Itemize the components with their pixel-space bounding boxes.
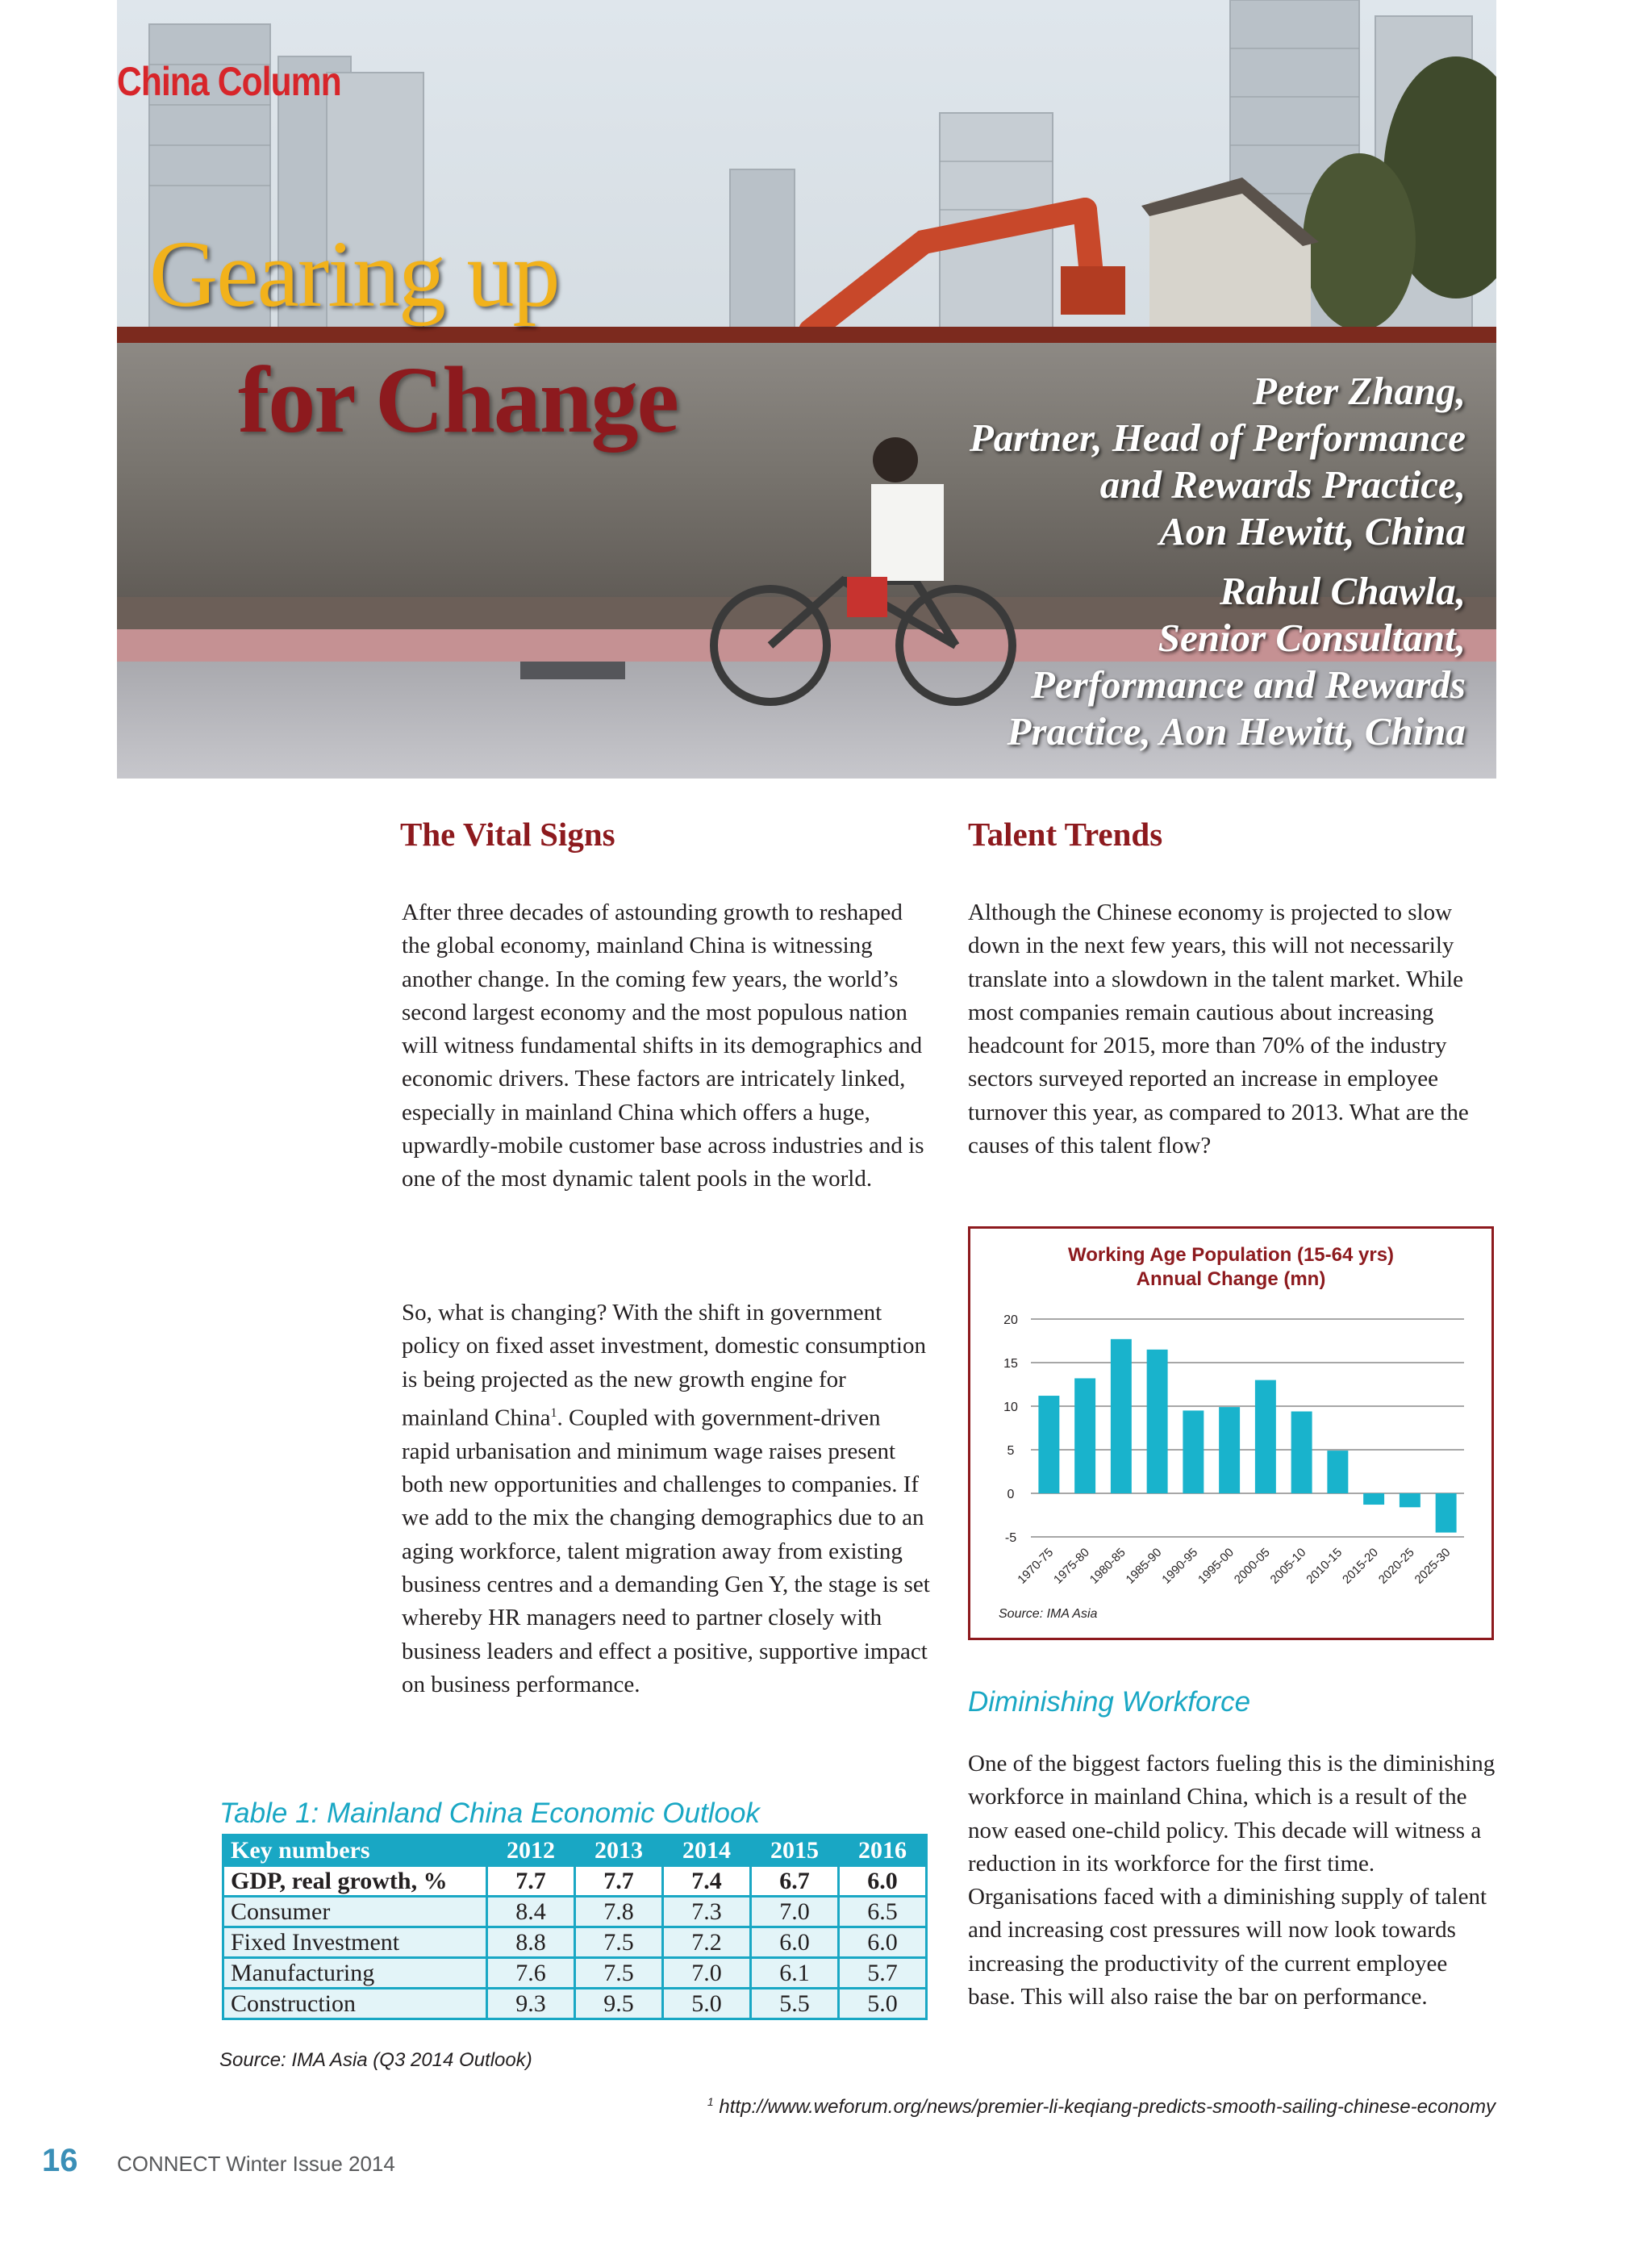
table-cell: 6.0 (839, 1927, 927, 1958)
column-tag: China Column (117, 59, 341, 104)
chart-x-tick-label: 1990-95 (1159, 1545, 1201, 1587)
table-cell: 5.7 (839, 1958, 927, 1989)
table-cell: 6.0 (839, 1866, 927, 1897)
author-block (659, 368, 1466, 755)
chart-bar (1363, 1493, 1384, 1505)
author1-role: Partner, Head of Performance (969, 415, 1466, 460)
table-cell: 6.7 (751, 1866, 839, 1897)
author2-company: Practice, Aon Hewitt, China (1007, 709, 1466, 754)
table-cell: 9.3 (487, 1989, 575, 2019)
diminishing-workforce-heading: Diminishing Workforce (968, 1686, 1251, 1718)
chart-x-tick-label: 2000-05 (1231, 1545, 1273, 1587)
chart-y-tick-label: 20 (1003, 1313, 1018, 1327)
table-source: Source: IMA Asia (Q3 2014 Outlook) (219, 2049, 532, 2071)
table-header-cell: 2014 (663, 1835, 751, 1866)
author2-name: Rahul Chawla, (1219, 569, 1466, 613)
table-row (223, 1897, 927, 1927)
chart-y-tick-label: 10 (1003, 1401, 1018, 1414)
chart-bar (1400, 1493, 1420, 1507)
issue-label: CONNECT Winter Issue 2014 (117, 2152, 395, 2176)
author1-role: and Rewards Practice, (1099, 462, 1466, 507)
chart-x-tick-label: 1970-75 (1015, 1545, 1057, 1587)
table-row (223, 1866, 927, 1897)
chart-bar (1219, 1407, 1240, 1493)
table-cell: 6.5 (839, 1897, 927, 1927)
table-header-cell: 2013 (575, 1835, 663, 1866)
table-cell: 8.8 (487, 1927, 575, 1958)
chart-y-tick-label: 0 (1007, 1488, 1015, 1501)
chart-y-tick-label: 5 (1007, 1444, 1015, 1458)
chart-x-tick-label: 1975-80 (1050, 1545, 1092, 1587)
chart-bar (1436, 1493, 1457, 1533)
table-cell: 5.0 (663, 1989, 751, 2019)
hero-banner (117, 0, 1496, 779)
table-cell: 5.0 (839, 1989, 927, 2019)
table-row (223, 1958, 927, 1989)
table-cell: 5.5 (751, 1989, 839, 2019)
author1-name: Peter Zhang, (1252, 369, 1466, 413)
chart-x-tick-label: 2010-15 (1304, 1545, 1345, 1587)
chart-y-tick-label: -5 (1004, 1531, 1017, 1545)
chart-bar (1183, 1410, 1204, 1493)
table-row (223, 1989, 927, 2019)
table-cell: 6.0 (751, 1927, 839, 1958)
author2-role: Performance and Rewards (1031, 662, 1466, 707)
chart-bar (1074, 1378, 1095, 1493)
footnote: $^1$ http://www.weforum.org/news/premier-li-keqiang-predicts-smooth-sailing-chinese-economy (707, 2095, 1496, 2118)
table-cell: 7.4 (663, 1866, 751, 1897)
table-cell: 7.0 (663, 1958, 751, 1989)
table-cell: Manufacturing (223, 1958, 487, 1989)
chart-x-tick-label: 1985-90 (1123, 1545, 1165, 1587)
table-cell: 8.4 (487, 1897, 575, 1927)
chart-source: Source: IMA Asia (999, 1607, 1098, 1621)
table-header-cell: Key numbers (223, 1835, 487, 1866)
table-cell: 7.6 (487, 1958, 575, 1989)
table-title: Table 1: Mainland China Economic Outlook (219, 1797, 760, 1829)
author2-role: Senior Consultant, (1158, 616, 1466, 660)
table-header-cell: 2012 (487, 1835, 575, 1866)
working-age-chart (968, 1226, 1494, 1640)
chart-bar (1255, 1380, 1276, 1493)
page-number: 16 (42, 2143, 78, 2178)
table-cell: 7.5 (575, 1927, 663, 1958)
chart-subtitle: Annual Change (mn) (1136, 1268, 1326, 1290)
chart-y-tick-label: 15 (1003, 1357, 1018, 1371)
title-line-2: for Change (238, 347, 678, 453)
vital-signs-heading: The Vital Signs (400, 816, 615, 853)
vital-signs-paragraph-2: So, what is changing? With the shift in government policy on fixed asset investment, domestic consumption is being projected as the new growth engine for mainland China$^1$. Coupled with government-driven rapid urbanisation and minimum wage raises present both new opportunities and challenges to companies. If we add to the mix the changing demographics due to an aging workforce, talent migration away from existing business centres and a demanding Gen Y, the stage is set whereby HR managers need to partner closely with business leaders and effect a positive, supportive impact on business performance. (402, 1300, 930, 1697)
table-cell: GDP, real growth, % (223, 1866, 487, 1897)
table-cell: 7.8 (575, 1897, 663, 1927)
chart-canvas (970, 1229, 1491, 1638)
chart-bar (1291, 1411, 1312, 1493)
table-cell: 7.0 (751, 1897, 839, 1927)
chart-x-tick-label: 2025-30 (1412, 1545, 1454, 1587)
table-cell: Consumer (223, 1897, 487, 1927)
chart-x-tick-label: 1980-85 (1087, 1545, 1128, 1587)
table-header-cell: 2015 (751, 1835, 839, 1866)
table-cell: 7.7 (575, 1866, 663, 1897)
chart-x-tick-label: 2005-10 (1267, 1545, 1309, 1587)
table-cell: 7.7 (487, 1866, 575, 1897)
chart-title: Working Age Population (15-64 yrs) (1067, 1244, 1395, 1266)
table-cell: 7.3 (663, 1897, 751, 1927)
table-header-cell: 2016 (839, 1835, 927, 1866)
table-cell: 7.2 (663, 1927, 751, 1958)
economic-outlook-table (222, 1834, 928, 2020)
vital-signs-paragraph-1: After three decades of astounding growth to reshaped the global economy, mainland China is witnessing another change. In the coming few years, the world’s second largest economy and the most populous nation will witness fundamental shifts in its demographics and economic drivers. These factors are intricately linked, especially in mainland China which offers a huge, upwardly-mobile customer base across industries and is one of the most dynamic talent pools in the world. (402, 900, 924, 1192)
footnote-link[interactable]: http://www.weforum.org/news/premier-li-keqiang-predicts-smooth-sailing-chinese-economy (719, 2096, 1496, 2118)
table-header-row (223, 1835, 927, 1866)
chart-bar (1111, 1339, 1132, 1493)
table-cell: Construction (223, 1989, 487, 2019)
chart-x-tick-label: 1995-00 (1195, 1545, 1237, 1587)
talent-trends-heading: Talent Trends (968, 816, 1163, 853)
title-line-1: Gearing up (149, 221, 559, 327)
table-row (223, 1927, 927, 1958)
table-cell: 7.5 (575, 1958, 663, 1989)
diminishing-workforce-paragraph: One of the biggest factors fueling this is the diminishing workforce in mainland China, which is a result of the now eased one-child policy. This decade will witness a reduction in its workforce for the first time. Organisations faced with a diminishing supply of talent and increasing cost pressures will now look towards increasing the productivity of the current employee base. This will also raise the bar on performance. (968, 1751, 1496, 2010)
chart-bar (1147, 1350, 1168, 1493)
author1-company: Aon Hewitt, China (1159, 509, 1466, 553)
talent-trends-paragraph: Although the Chinese economy is projected to slow down in the next few years, this will not necessarily translate into a slowdown in the talent market. While most companies remain cautious about increasing headcount for 2015, more than 70% of the industry sectors surveyed reported an increase in employee turnover this year, as compared to 2013. What are the causes of this talent flow? (968, 900, 1469, 1159)
chart-x-tick-label: 2020-25 (1375, 1545, 1417, 1587)
chart-bar (1038, 1396, 1059, 1493)
chart-bar (1327, 1451, 1348, 1493)
table-cell: 6.1 (751, 1958, 839, 1989)
table-cell: Fixed Investment (223, 1927, 487, 1958)
table-cell: 9.5 (575, 1989, 663, 2019)
chart-x-tick-label: 2015-20 (1339, 1545, 1381, 1587)
